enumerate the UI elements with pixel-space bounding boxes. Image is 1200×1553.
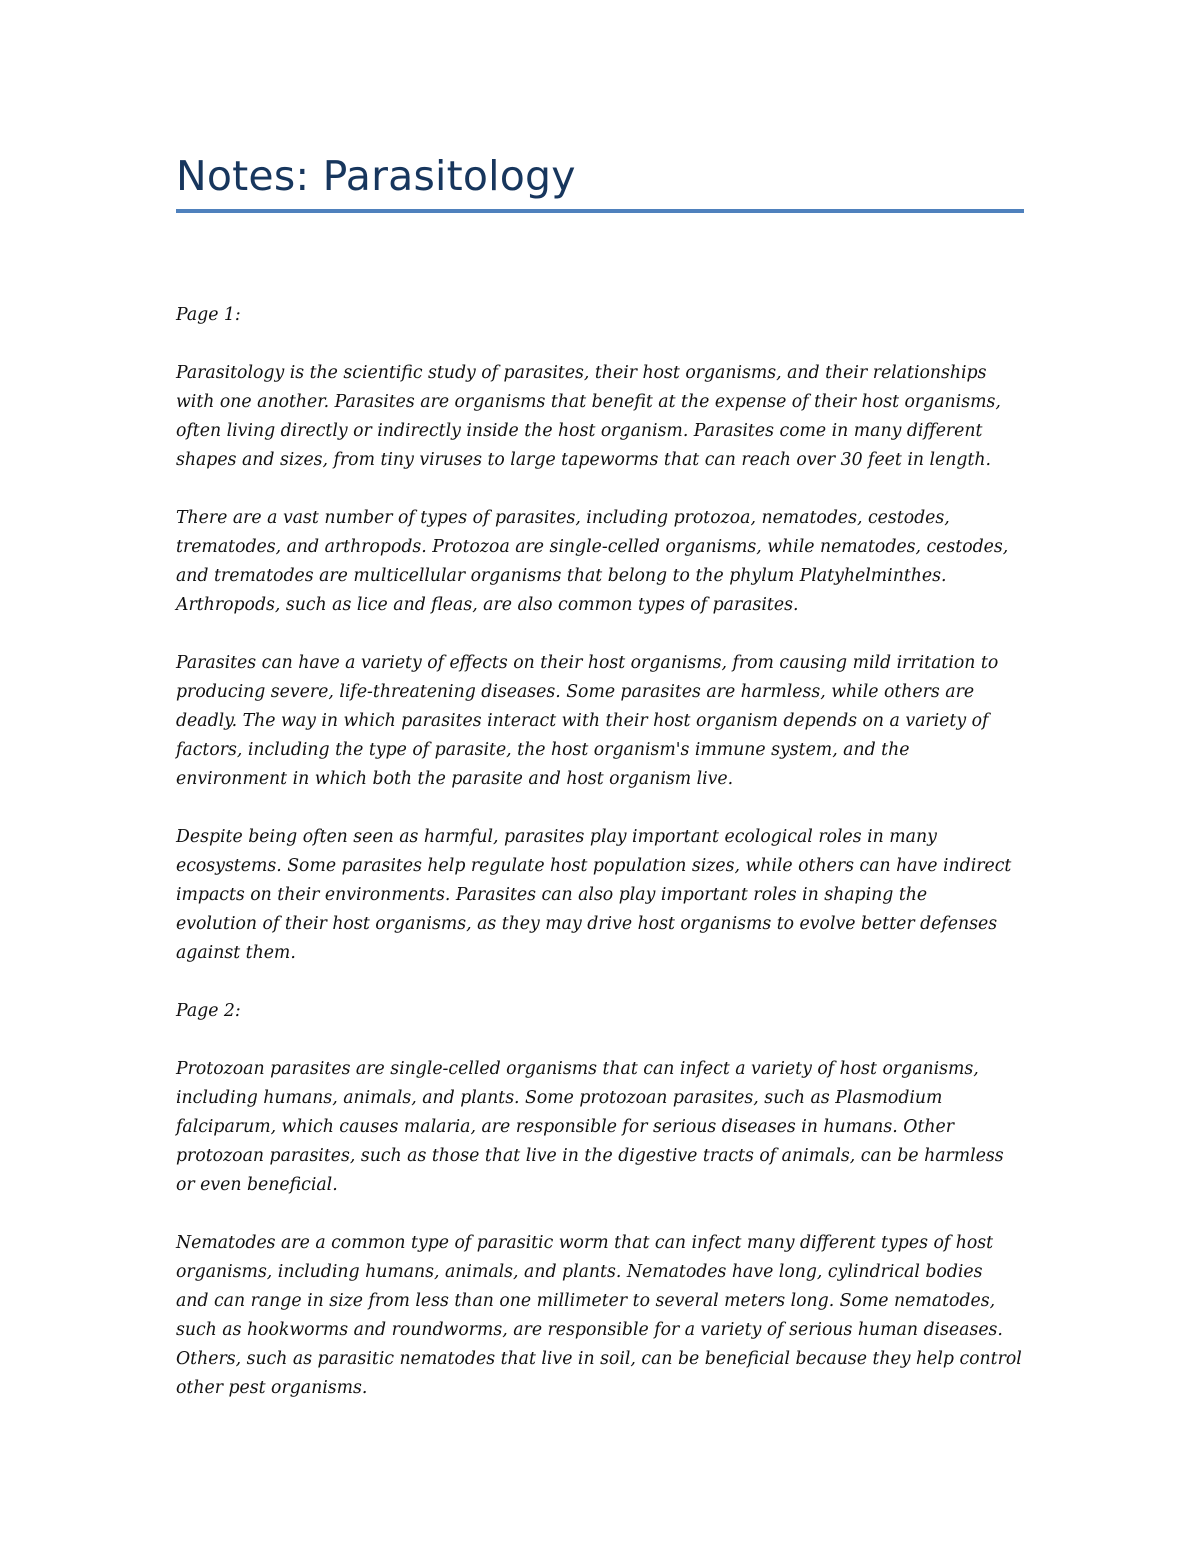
paragraph-parasite-effects: Parasites can have a variety of effects on their host organisms, from causing mild irritation to producing severe, life-threatening diseases. Some parasites are harmless, while others are deadly. The way in which parasites interact with their host organism depends on a variety of factors, including the type of parasite, the host organism's immune system, and the environment in which both the parasite and host organism live. [176,653,999,789]
title-underline-rule [176,209,1024,213]
paragraph-parasitology-definition: Parasitology is the scientific study of parasites, their host organisms, and their relationships with one another. Parasites are organisms that benefit at the expense of their host organisms, often living directly or indirectly inside the host organism. Parasites come in many different shapes and sizes, from tiny viruses to large tapeworms that can reach over 30 feet in length. [176,363,1001,470]
page-label-2: Page 2: [176,1001,241,1021]
paragraph-parasite-types: There are a vast number of types of parasites, including protozoa, nematodes, cestodes, trematodes, and arthropods. Protozoa are single-celled organisms, while nematodes, cestodes, and trematodes are multicellular organisms that belong to the phylum Platyhelminthes. Arthropods, such as lice and fleas, are also common types of parasites. [176,508,1009,615]
page-label-1: Page 1: [176,305,241,325]
page-title: Notes: Parasitology [176,152,576,200]
document-body [176,301,1036,1432]
paragraph-protozoan-parasites: Protozoan parasites are single-celled organisms that can infect a variety of host organisms, including humans, animals, and plants. Some protozoan parasites, such as Plasmodium falciparum, which causes malaria, are responsible for serious diseases in humans. Other protozoan parasites, such as those that live in the digestive tracts of animals, can be harmless or even beneficial. [176,1059,1004,1195]
paragraph-ecological-roles: Despite being often seen as harmful, parasites play important ecological roles in many ecosystems. Some parasites help regulate host population sizes, while others can have indirect impacts on their environments. Parasites can also play important roles in shaping the evolution of their host organisms, as they may drive host organisms to evolve better defenses against them. [176,827,1012,963]
paragraph-nematodes: Nematodes are a common type of parasitic worm that can infect many different types of host organisms, including humans, animals, and plants. Nematodes have long, cylindrical bodies and can range in size from less than one millimeter to several meters long. Some nematodes, such as hookworms and roundworms, are responsible for a variety of serious human diseases. Others, such as parasitic nematodes that live in soil, can be beneficial because they help control other pest organisms. [176,1233,1022,1398]
